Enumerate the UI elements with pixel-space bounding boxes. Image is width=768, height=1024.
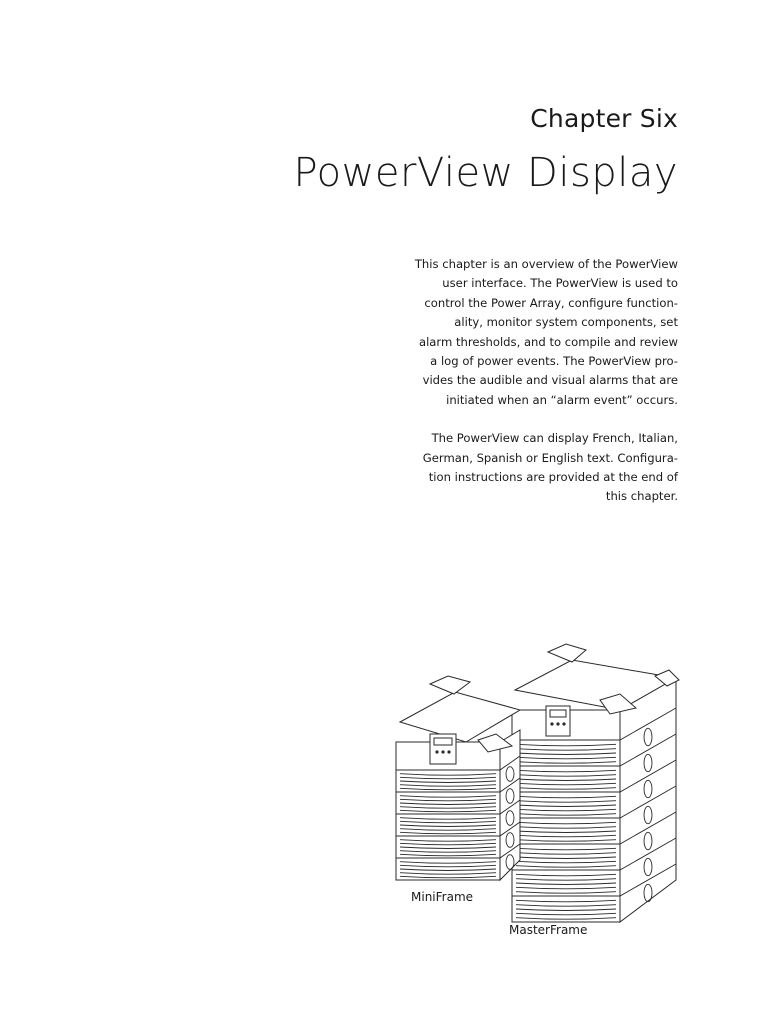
intro-text	[400, 255, 678, 526]
text-line: user interface. The PowerView is used to	[442, 276, 678, 291]
text-line: control the Power Array, configure function-	[424, 295, 678, 310]
text-line: alarm thresholds, and to compile and review	[418, 334, 678, 349]
masterframe-label: MasterFrame	[509, 923, 588, 937]
miniframe-unit	[396, 676, 520, 880]
chapter-title: PowerView Display	[293, 150, 678, 196]
text-line: ality, monitor system components, set	[454, 315, 678, 330]
text-line: this chapter.	[605, 489, 678, 504]
masterframe-unit	[512, 644, 679, 922]
text-line: initiated when an “alarm event” occurs.	[446, 392, 678, 407]
power-array-illustration	[380, 630, 700, 960]
text-line: This chapter is an overview of the PowerView	[414, 257, 678, 271]
text-line: tion instructions are provided at the end of	[428, 470, 678, 485]
text-line: a log of power events. The PowerView pro-	[430, 354, 678, 369]
chapter-number: Chapter Six	[530, 104, 678, 133]
intro-paragraph-2	[400, 429, 678, 507]
miniframe-label: MiniFrame	[411, 890, 474, 904]
text-line: The PowerView can display French, Italian,	[431, 431, 678, 446]
text-line: German, Spanish or English text. Configura-	[422, 450, 678, 465]
text-line: vides the audible and visual alarms that are	[422, 373, 678, 388]
intro-paragraph-1	[400, 255, 678, 410]
